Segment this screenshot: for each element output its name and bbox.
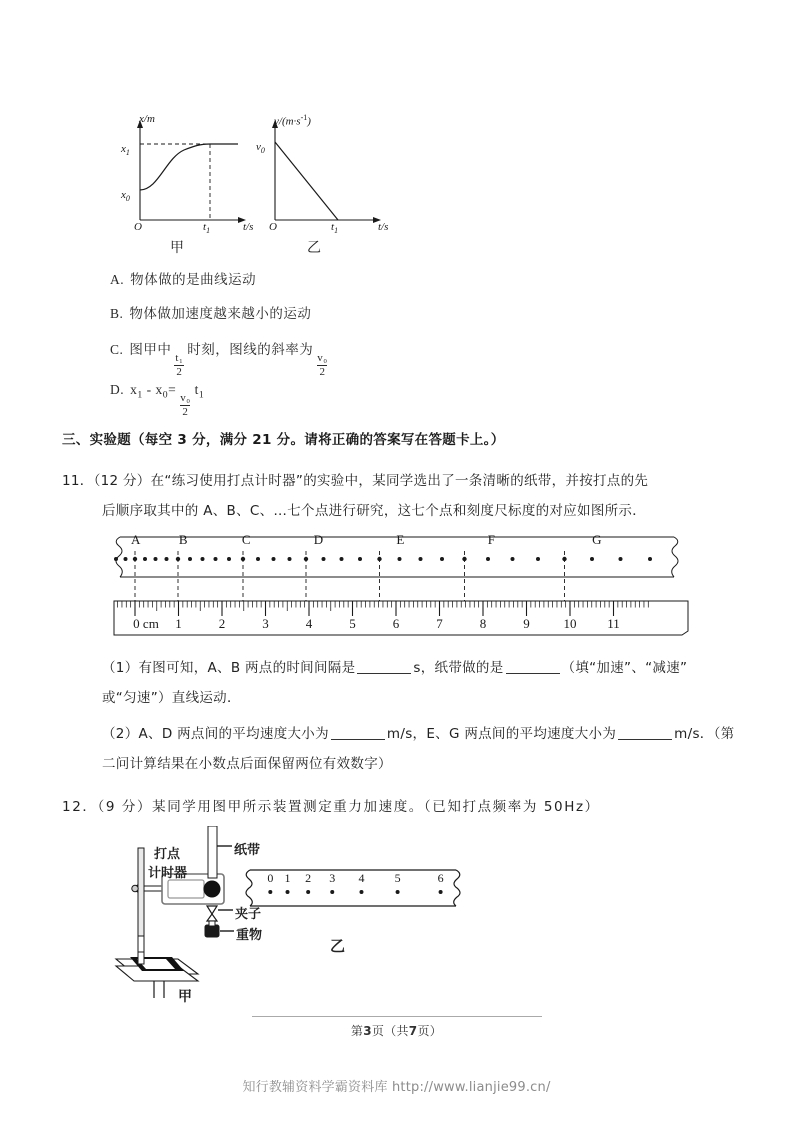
choice-d-frac-numerator: v₀: [180, 392, 191, 405]
choice-c-frac1-denominator: 2: [176, 366, 183, 379]
q11-sub1-pre: （1）有图可知，A、B 两点的时间间隔是: [102, 660, 356, 676]
choice-d: [110, 382, 204, 418]
choice-a-text: 物体做的是曲线运动: [130, 272, 257, 288]
choice-a-label: A.: [110, 272, 125, 287]
choice-c-fraction-2: [315, 353, 329, 378]
q11-sub2-mid: m/s，E、G 两点间的平均速度大小为: [386, 726, 617, 742]
graph-jia-y-axis-label: x/m: [139, 113, 155, 125]
svg-text:10: 10: [563, 616, 577, 631]
question-11-line-2: 后顺序取其中的 A、B、C、…七个点进行研究，这七个点和刻度尺标度的对应如图所示．: [102, 503, 647, 519]
choice-d-fraction: [178, 393, 192, 418]
footer-suffix: 页）: [417, 1024, 443, 1038]
section-heading: 三、实验题（每空 3 分，满分 21 分。请将正确的答案写在答题卡上。）: [62, 432, 505, 448]
choice-d-frac-denominator: 2: [182, 406, 189, 419]
choice-c-label: C.: [110, 342, 124, 357]
apparatus-caption-jia: 甲: [178, 989, 192, 1005]
label-weight: 重物: [236, 928, 263, 943]
choice-b-text: 物体做加速度越来越小的运动: [129, 306, 312, 322]
choice-c-frac2-numerator: v₀: [317, 352, 328, 365]
graph-pair-figure: [110, 112, 400, 232]
choice-c-pre-text: 图甲中: [129, 342, 172, 358]
page-footer: [0, 1022, 793, 1039]
site-watermark: 知行教辅资料学霸资料库 http://www.lianjie99.cn/: [242, 1080, 551, 1095]
label-clip: 夹子: [235, 907, 262, 922]
question-11-sub-1: [102, 653, 687, 683]
tape-yi-point-4: 4: [358, 871, 365, 885]
question-12-line: [62, 792, 600, 822]
choice-c-frac2-denominator: 2: [319, 366, 326, 379]
label-timer-line-1: 打点: [154, 847, 181, 862]
q11-sub1-post: （填“加速”、“减速”: [561, 660, 688, 676]
tape-point-label-f: F: [487, 532, 495, 547]
label-timer-line-2: 计时器: [148, 866, 188, 881]
choice-d-t1: $t_1$: [194, 382, 205, 401]
graph-jia-y-tick-x0: $x_0$: [121, 189, 130, 204]
tape-point-label-g: G: [592, 532, 602, 547]
choice-c-fraction-1: [173, 353, 185, 378]
choice-d-minus: -: [142, 382, 156, 397]
choice-c-frac1-numerator: t₁: [175, 352, 184, 365]
graph-yi-caption: 乙: [307, 240, 321, 256]
graph-yi-x-tick-t1: $t_1$: [331, 221, 339, 236]
choice-d-equals: =: [168, 382, 177, 397]
q11-sub1-mid: s，纸带做的是: [413, 660, 504, 676]
graph-jia-y-tick-x1: $x_1$: [121, 143, 130, 158]
choice-b: [110, 302, 311, 322]
apparatus-svg: [104, 826, 294, 1006]
footer-prefix: 第: [350, 1024, 364, 1038]
footer-mid: 页（共: [371, 1024, 409, 1038]
svg-text:7: 7: [436, 616, 443, 631]
graph-yi-x-axis-label: t/s: [378, 221, 389, 233]
question-12-text: 某同学用图甲所示装置测定重力加速度。（已知打点频率为 50Hz）: [152, 799, 600, 815]
tape-yi-point-0: 0: [267, 871, 274, 885]
q11-sub2-pre: （2）A、D 两点间的平均速度大小为: [102, 726, 329, 742]
q11-sub2-blank-1[interactable]: [331, 724, 385, 740]
tape-yi-point-6: 6: [437, 871, 444, 885]
graph-yi-y-axis-label: $v/(m\cdot s^{-1})$: [274, 113, 311, 128]
choice-c-mid-text: 时刻，图线的斜率为: [187, 342, 314, 358]
svg-text:2: 2: [218, 616, 226, 631]
graph-yi-origin: O: [269, 221, 277, 233]
graph-yi-y-tick-v0: $v_0$: [256, 141, 265, 156]
q11-sub1-blank-2[interactable]: [506, 658, 560, 674]
tape-point-label-b: B: [178, 532, 188, 547]
graph-jia-origin: O: [134, 221, 142, 233]
svg-text:8: 8: [479, 616, 487, 631]
svg-text:9: 9: [523, 616, 530, 631]
question-12-number: 12．（9 分）: [62, 799, 153, 815]
footer-page-number: 3: [363, 1024, 372, 1038]
tape-to-ruler-guides: [135, 551, 565, 601]
q11-sub2-post: m/s．（第: [674, 726, 735, 742]
question-11-line-1: [62, 466, 648, 496]
question-11-sub-2: [102, 719, 734, 749]
label-tape: 纸带: [234, 843, 261, 858]
svg-text:5: 5: [349, 616, 356, 631]
tape-yi-point-1: 1: [284, 871, 291, 885]
graph-jia-caption: 甲: [170, 240, 184, 256]
apparatus-caption-yi: 乙: [330, 937, 346, 955]
graph-jia: [137, 120, 246, 223]
svg-text:3: 3: [262, 616, 269, 631]
tape-point-label-c: C: [241, 532, 251, 547]
tape-dot-row: [114, 557, 652, 561]
q11-sub1-blank-1[interactable]: [357, 658, 411, 674]
svg-text:1: 1: [175, 616, 182, 631]
apparatus-figure-jia: [104, 826, 294, 1006]
choice-d-x0: $x_0$: [155, 382, 169, 401]
svg-text:11: 11: [607, 616, 620, 631]
choice-d-x1: $x_1$: [130, 382, 143, 401]
svg-text:0 cm: 0 cm: [133, 616, 159, 631]
question-11-number: 11．（12 分）: [62, 473, 151, 489]
choice-d-label: D.: [110, 382, 125, 397]
tape-yi-point-2: 2: [305, 871, 312, 885]
svg-text:6: 6: [392, 616, 400, 631]
question-11-sub-1-line-2: 或“匀速”）直线运动．: [102, 690, 241, 706]
footer-page-total: 7: [408, 1024, 418, 1038]
svg-text:4: 4: [305, 616, 313, 631]
question-11-text-1: 在“练习使用打点计时器”的实验中，某同学选出了一条清晰的纸带，并按打点的先: [150, 473, 649, 489]
tape-point-label-d: D: [313, 532, 324, 547]
tape-yi-point-5: 5: [394, 871, 401, 885]
tape-yi-point-3: 3: [329, 871, 336, 885]
q11-sub2-blank-2[interactable]: [618, 724, 672, 740]
footer-divider: [252, 1016, 542, 1017]
question-11-sub-2-line-2: 二问计算结果在小数点后面保留两位有效数字）: [102, 756, 392, 772]
graph-jia-x-axis-label: t/s: [243, 221, 254, 233]
choice-c: [110, 338, 332, 378]
graph-jia-x-tick-t1: $t_1$: [203, 221, 211, 236]
tape-point-label-a: A: [131, 532, 141, 547]
graph-yi: [272, 120, 381, 223]
choice-b-label: B.: [110, 306, 124, 321]
tape-point-label-e: E: [396, 532, 405, 547]
graphs-svg: [110, 112, 400, 232]
choice-a: [110, 268, 256, 288]
